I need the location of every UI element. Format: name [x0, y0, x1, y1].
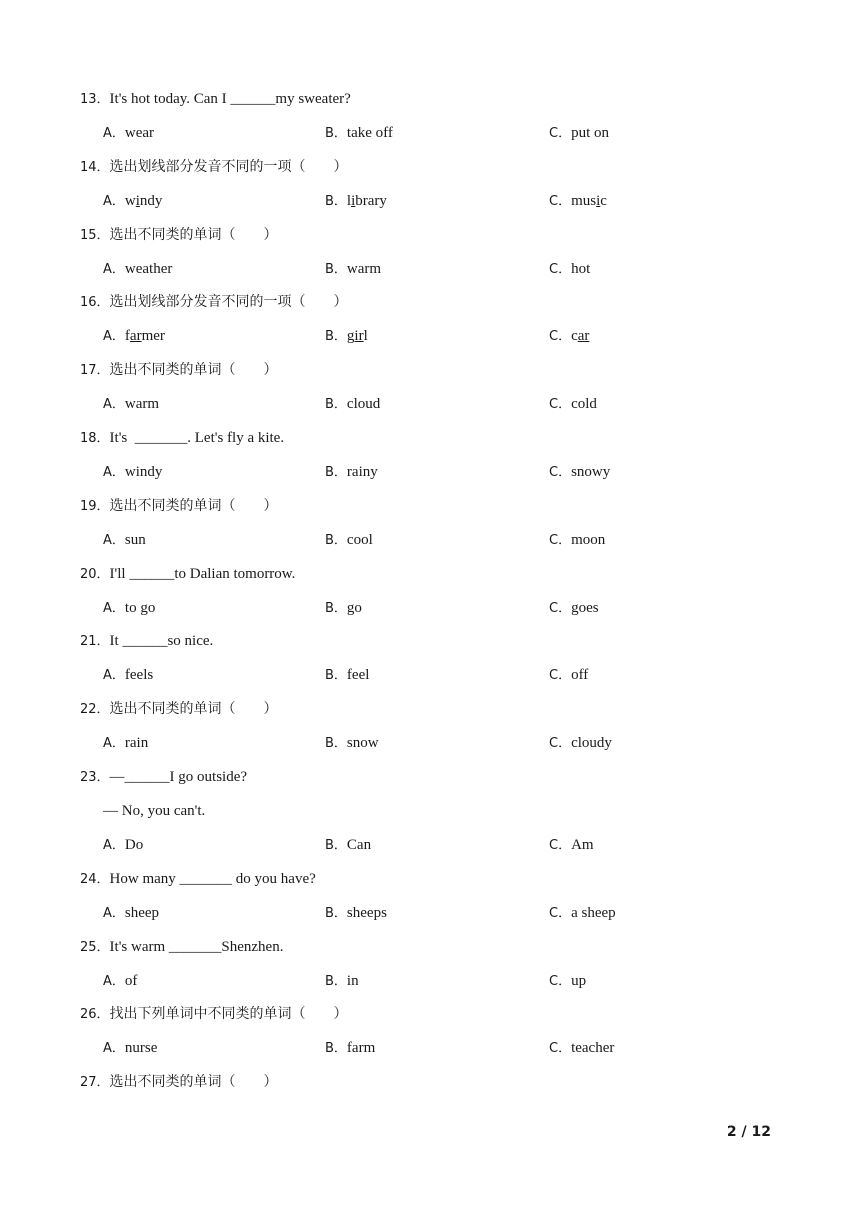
option-text: nurse	[124, 1040, 158, 1057]
option-letter: C．	[549, 193, 572, 209]
option-b[interactable]	[325, 259, 381, 280]
question-text: It's _______. Let's fly a kite.	[109, 430, 285, 446]
option-underlined-part: i	[351, 192, 356, 209]
option-letter: A．	[103, 397, 125, 413]
option-c[interactable]	[549, 733, 612, 754]
option-a[interactable]	[103, 835, 143, 856]
option-text: g	[346, 328, 355, 345]
option-text-rest: l	[363, 328, 368, 345]
question-number: 27．	[80, 1075, 110, 1091]
question-number: 22．	[80, 702, 110, 718]
question-text: —______I go outside?	[109, 769, 248, 785]
option-letter: C．	[549, 465, 572, 480]
option-text: sun	[124, 531, 146, 548]
option-underlined-part: i	[135, 192, 140, 209]
question-text: It's hot today. Can I ______my sweater?	[109, 91, 351, 107]
option-a[interactable]	[103, 530, 146, 551]
option-text: windy	[124, 464, 163, 480]
option-letter: A．	[103, 1041, 125, 1057]
option-text: sheeps	[346, 904, 387, 921]
option-c[interactable]	[549, 903, 616, 924]
option-text: cool	[346, 531, 373, 548]
option-text: to go	[124, 599, 156, 616]
question-number: 15．	[80, 227, 110, 243]
question-text: 选出不同类的单词（ ）	[109, 226, 278, 243]
option-c[interactable]	[549, 665, 588, 686]
option-c[interactable]	[549, 462, 610, 483]
option-letter: C．	[549, 905, 572, 921]
option-text: put on	[571, 125, 609, 141]
question-text: 选出不同类的单词（ ）	[109, 1074, 278, 1091]
option-text: cold	[571, 396, 597, 413]
question-23	[80, 767, 247, 788]
option-letter: A．	[103, 193, 125, 209]
option-a[interactable]	[103, 123, 154, 144]
option-b[interactable]	[325, 733, 379, 754]
option-letter: C．	[549, 736, 572, 752]
option-c[interactable]	[549, 530, 605, 551]
option-b[interactable]	[325, 971, 359, 992]
option-text: take off	[346, 125, 393, 141]
option-letter: B．	[325, 838, 347, 853]
option-b[interactable]	[325, 1038, 375, 1059]
question-number: 18．	[80, 431, 110, 446]
option-text: Can	[346, 837, 372, 853]
option-text: up	[571, 972, 587, 989]
option-letter: A．	[103, 329, 125, 345]
option-letter: B．	[325, 261, 347, 277]
question-number: 19．	[80, 498, 110, 514]
option-underlined-part: ar	[129, 328, 142, 345]
option-underlined-part: i	[596, 192, 601, 209]
option-c[interactable]	[549, 191, 607, 212]
option-b[interactable]	[325, 530, 373, 551]
option-a[interactable]	[103, 394, 159, 415]
option-text: warm	[124, 396, 160, 413]
option-letter: B．	[325, 329, 347, 345]
option-text: hot	[571, 260, 591, 277]
question-number: 26．	[80, 1007, 110, 1023]
option-letter: B．	[325, 668, 347, 684]
option-letter: C．	[549, 668, 572, 684]
option-letter: A．	[103, 261, 125, 277]
option-c[interactable]	[549, 326, 589, 347]
question-number: 14．	[80, 159, 110, 175]
question-number: 23．	[80, 770, 110, 785]
question-15	[80, 225, 278, 246]
option-b[interactable]	[325, 191, 387, 212]
option-letter: C．	[549, 838, 572, 853]
question-number: 21．	[80, 634, 110, 650]
option-text: w	[124, 192, 136, 209]
option-letter: A．	[103, 532, 125, 548]
question-text: 选出不同类的单词（ ）	[109, 497, 278, 514]
option-a[interactable]	[103, 462, 162, 483]
option-text: rainy	[346, 464, 378, 480]
question-number: 20．	[80, 566, 110, 582]
question-text: It ______so nice.	[109, 633, 214, 650]
option-text: in	[346, 972, 359, 989]
option-letter: A．	[103, 838, 125, 853]
question-number: 25．	[80, 939, 110, 955]
option-text: Am	[571, 837, 594, 853]
option-text: of	[124, 972, 138, 989]
question-number: 13．	[80, 92, 110, 107]
option-text: f	[124, 328, 130, 345]
option-letter: C．	[549, 600, 572, 616]
question-text: I'll ______to Dalian tomorrow.	[109, 565, 296, 582]
option-letter: B．	[325, 1041, 347, 1057]
question-25	[80, 937, 283, 958]
option-text: a sheep	[571, 904, 616, 921]
option-letter: B．	[325, 973, 347, 989]
option-a[interactable]	[103, 191, 162, 212]
question-13	[80, 89, 351, 110]
option-text-rest: brary	[355, 192, 387, 209]
option-letter: A．	[103, 600, 125, 616]
option-letter: C．	[549, 397, 572, 413]
option-c[interactable]	[549, 598, 599, 619]
question-number: 17．	[80, 363, 110, 379]
question-18	[80, 428, 284, 449]
question-26	[80, 1004, 348, 1025]
option-letter: B．	[325, 905, 347, 921]
option-text: go	[346, 599, 362, 616]
option-text: cloudy	[571, 735, 612, 752]
option-a[interactable]	[103, 665, 153, 686]
option-text: l	[346, 192, 352, 209]
option-letter: C．	[549, 126, 572, 141]
option-a[interactable]	[103, 326, 165, 347]
option-text: farm	[346, 1040, 376, 1057]
option-b[interactable]	[325, 462, 378, 483]
option-b[interactable]	[325, 394, 380, 415]
option-underlined-part: ir	[354, 328, 364, 345]
question-text: 选出划线部分发音不同的一项（ ）	[109, 158, 348, 175]
option-a[interactable]	[103, 733, 148, 754]
option-c[interactable]	[549, 835, 594, 856]
option-b[interactable]	[325, 123, 393, 144]
option-letter: B．	[325, 126, 347, 141]
option-text: Do	[124, 837, 144, 853]
question-text: 选出划线部分发音不同的一项（ ）	[109, 294, 348, 311]
option-text: mus	[571, 192, 597, 209]
option-text: feels	[124, 667, 154, 684]
option-c[interactable]	[549, 971, 586, 992]
option-letter: C．	[549, 261, 572, 277]
option-letter: B．	[325, 600, 347, 616]
option-text-rest: mer	[141, 328, 165, 345]
question-text: It's warm _______Shenzhen.	[109, 938, 284, 955]
option-text: wear	[124, 125, 155, 141]
option-letter: A．	[103, 668, 125, 684]
question-19	[80, 496, 278, 517]
option-text: rain	[124, 735, 149, 752]
question-text: 找出下列单词中不同类的单词（ ）	[109, 1006, 348, 1023]
option-text: off	[571, 667, 589, 684]
option-letter: C．	[549, 532, 572, 548]
question-27	[80, 1072, 278, 1093]
option-text: warm	[346, 260, 382, 277]
option-text: goes	[571, 599, 599, 616]
page-number: 2 / 12	[726, 1124, 771, 1140]
option-letter: B．	[325, 532, 347, 548]
option-text: teacher	[571, 1040, 615, 1057]
option-text-rest: c	[600, 192, 607, 209]
option-text: weather	[124, 260, 173, 277]
option-letter: B．	[325, 465, 347, 480]
option-letter: C．	[549, 973, 572, 989]
option-text: moon	[571, 531, 606, 548]
option-letter: A．	[103, 905, 125, 921]
question-text: 选出不同类的单词（ ）	[109, 701, 278, 718]
option-text-rest: ndy	[139, 192, 163, 209]
option-c[interactable]	[549, 1038, 614, 1059]
question-number: 16．	[80, 295, 110, 311]
option-underlined-part: ar	[577, 328, 590, 345]
question-text: 选出不同类的单词（ ）	[109, 362, 278, 379]
option-text: c	[571, 328, 578, 345]
option-b[interactable]	[325, 598, 362, 619]
question-text: How many _______ do you have?	[109, 870, 316, 887]
option-c[interactable]	[549, 394, 597, 415]
option-letter: C．	[549, 1041, 572, 1057]
option-b[interactable]	[325, 903, 387, 924]
question-21	[80, 631, 213, 652]
option-text: snowy	[571, 464, 611, 480]
option-letter: A．	[103, 465, 125, 480]
question-24	[80, 869, 316, 890]
question-20	[80, 564, 295, 585]
option-a[interactable]	[103, 1038, 157, 1059]
option-letter: B．	[325, 397, 347, 413]
option-c[interactable]	[549, 123, 609, 144]
option-text: cloud	[346, 396, 381, 413]
option-letter: B．	[325, 193, 347, 209]
option-letter: B．	[325, 736, 347, 752]
option-a[interactable]	[103, 598, 155, 619]
option-letter: A．	[103, 973, 125, 989]
option-b[interactable]	[325, 665, 369, 686]
question-16	[80, 292, 348, 313]
option-b[interactable]	[325, 326, 368, 347]
question-14	[80, 157, 348, 178]
question-number: 24．	[80, 871, 110, 887]
option-text: sheep	[124, 904, 160, 921]
question-line2: — No, you can't.	[103, 803, 206, 819]
option-letter: A．	[103, 126, 125, 141]
option-letter: C．	[549, 329, 572, 345]
option-text: snow	[346, 735, 379, 752]
option-a[interactable]	[103, 259, 172, 280]
option-a[interactable]	[103, 971, 137, 992]
question-22	[80, 699, 278, 720]
option-c[interactable]	[549, 259, 590, 280]
question-17	[80, 360, 278, 381]
option-text: feel	[346, 667, 370, 684]
option-a[interactable]	[103, 903, 159, 924]
option-letter: A．	[103, 736, 125, 752]
option-b[interactable]	[325, 835, 371, 856]
